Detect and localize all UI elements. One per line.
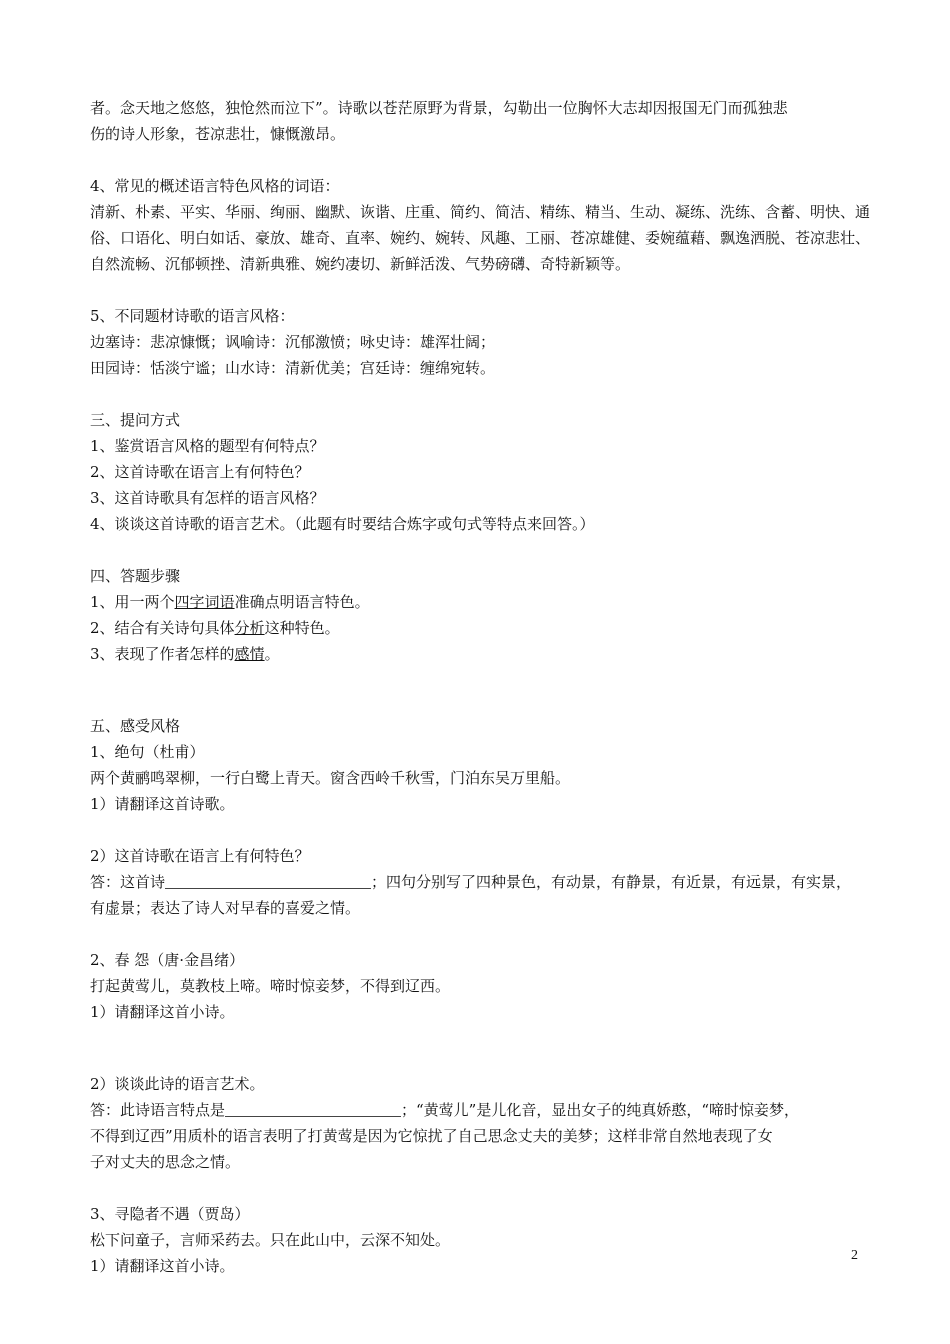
underlined-keyword: 分析 (234, 619, 265, 637)
page-number: 2 (851, 1248, 858, 1263)
poem-2-answer-line-3: 子对丈夫的思念之情。 (90, 1153, 241, 1171)
part-5-heading: 五、感受风格 (90, 717, 181, 735)
part-4-step-1: 1、用一两个四字词语准确点明语言特色。 (90, 593, 370, 611)
intro-line-1: 者。念天地之悠悠，独怆然而泣下”。诗歌以苍茫原野为背景，勾勒出一位胸怀大志却因报国无门而孤独悲 (90, 99, 788, 117)
underlined-keyword: 四字词语 (174, 593, 235, 611)
section-4-heading: 4、常见的概述语言特色风格的词语： (90, 177, 340, 195)
section-5-line-2: 田园诗：恬淡宁谧；山水诗：清新优美；宫廷诗：缠绵宛转。 (90, 359, 496, 377)
part-3-item: 3、这首诗歌具有怎样的语言风格？ (90, 489, 325, 507)
section-4-line-2: 俗、口语化、明白如话、豪放、雄奇、直率、婉约、婉转、风趣、工丽、苍凉雄健、委婉蕴藉、飘逸洒脱、苍凉悲壮、 (90, 229, 871, 247)
poem-3-question-1: 1）请翻译这首小诗。 (90, 1257, 235, 1275)
page-content (90, 95, 880, 1279)
poem-3-title: 3、寻隐者不遇（贾岛） (90, 1205, 250, 1223)
underlined-keyword: 感情 (234, 645, 265, 663)
poem-1-question-2: 2）这首诗歌在语言上有何特色？ (90, 847, 310, 865)
answer-blank[interactable] (165, 871, 371, 889)
poem-1-answer-line-2: 有虚景；表达了诗人对早春的喜爱之情。 (90, 899, 361, 917)
part-3-item: 4、谈谈这首诗歌的语言艺术。（此题有时要结合炼字或句式等特点来回答。） (90, 515, 595, 533)
poem-2-question-2: 2）谈谈此诗的语言艺术。 (90, 1075, 265, 1093)
section-5-line-1: 边塞诗：悲凉慷慨；讽喻诗：沉郁激愤；咏史诗：雄浑壮阔； (90, 333, 496, 351)
poem-1-answer-line-1: 答：这首诗 ；四句分别写了四种景色，有动景，有静景，有近景，有远景，有实景， (90, 873, 852, 891)
section-5-heading: 5、不同题材诗歌的语言风格： (90, 307, 295, 325)
poem-3-text: 松下问童子，言师采药去。只在此山中，云深不知处。 (90, 1231, 451, 1249)
section-4-line-1: 清新、朴素、平实、华丽、绚丽、幽默、诙谐、庄重、简约、简洁、精练、精当、生动、凝练、洗练、含蓄、明快、通 (90, 203, 871, 221)
part-3-heading: 三、提问方式 (90, 411, 181, 429)
poem-2-answer-line-1: 答：此诗语言特点是 ；“黄莺儿”是儿化音，显出女子的纯真娇憨，“啼时惊妾梦， (90, 1101, 800, 1119)
section-4-line-3: 自然流畅、沉郁顿挫、清新典雅、婉约凄切、新鲜活泼、气势磅礴、奇特新颖等。 (90, 255, 631, 273)
part-4-heading: 四、答题步骤 (90, 567, 181, 585)
answer-blank[interactable] (225, 1099, 401, 1117)
poem-2-question-1: 1）请翻译这首小诗。 (90, 1003, 235, 1021)
poem-2-title: 2、春 怨（唐·金昌绪） (90, 951, 245, 969)
part-4-step-3: 3、表现了作者怎样的感情。 (90, 645, 280, 663)
poem-1-question-1: 1）请翻译这首诗歌。 (90, 795, 235, 813)
part-4-step-2: 2、结合有关诗句具体分析这种特色。 (90, 619, 340, 637)
poem-1-title: 1、绝句（杜甫） (90, 743, 205, 761)
poem-2-answer-line-2: 不得到辽西”用质朴的语言表明了打黄莺是因为它惊扰了自己思念丈夫的美梦；这样非常自然地表现了女 (90, 1127, 773, 1145)
intro-line-2: 伤的诗人形象，苍凉悲壮，慷慨激昂。 (90, 125, 346, 143)
poem-2-text: 打起黄莺儿，莫教枝上啼。啼时惊妾梦，不得到辽西。 (90, 977, 451, 995)
poem-1-text: 两个黄鹂鸣翠柳，一行白鹭上青天。窗含西岭千秋雪，门泊东吴万里船。 (90, 769, 571, 787)
part-3-item: 1、鉴赏语言风格的题型有何特点？ (90, 437, 325, 455)
part-3-item: 2、这首诗歌在语言上有何特色？ (90, 463, 310, 481)
